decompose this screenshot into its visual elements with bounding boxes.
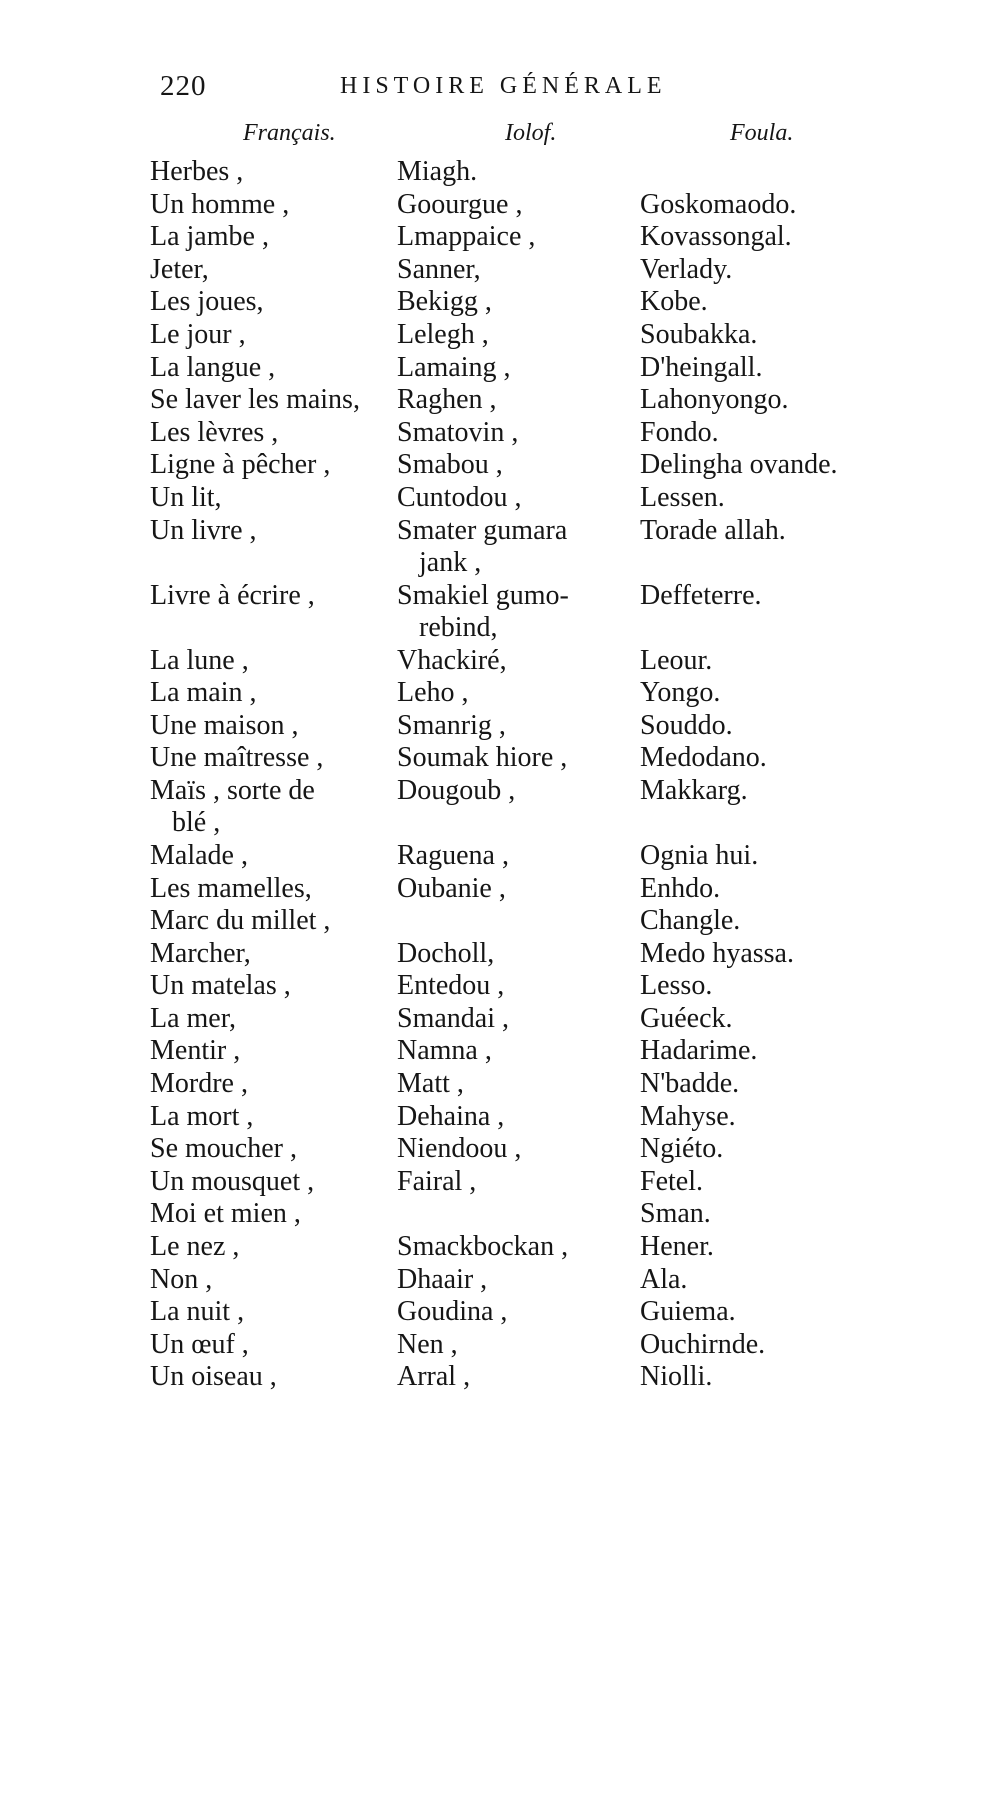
vocabulary-row bbox=[0, 1361, 1000, 1394]
french-term-line: Le jour , bbox=[150, 318, 246, 350]
column-header-foula: Foula. bbox=[730, 120, 794, 146]
iolof-term-line: Oubanie , bbox=[397, 872, 506, 904]
foula-term bbox=[640, 319, 757, 351]
foula-term bbox=[640, 515, 786, 547]
foula-term-line: Lessen. bbox=[640, 481, 725, 513]
foula-term-line: Guiema. bbox=[640, 1296, 736, 1328]
foula-term bbox=[640, 417, 719, 449]
iolof-term bbox=[397, 840, 509, 872]
foula-term bbox=[640, 482, 725, 514]
iolof-term bbox=[397, 1264, 487, 1296]
iolof-term bbox=[397, 1101, 504, 1133]
foula-term bbox=[640, 1035, 757, 1067]
foula-term bbox=[640, 1198, 711, 1230]
french-term-line: La main , bbox=[150, 677, 257, 709]
vocabulary-row bbox=[0, 417, 1000, 450]
iolof-term-line: Raghen , bbox=[397, 384, 497, 416]
vocabulary-row bbox=[0, 221, 1000, 254]
foula-term-line: Kovassongal. bbox=[640, 221, 792, 253]
french-term-line: Un lit, bbox=[150, 481, 222, 513]
iolof-term-line: Matt , bbox=[397, 1068, 464, 1100]
iolof-term-line: Goourgue , bbox=[397, 188, 523, 220]
foula-term bbox=[640, 221, 792, 253]
french-term bbox=[150, 254, 209, 286]
iolof-term bbox=[397, 775, 515, 807]
vocabulary-row bbox=[0, 580, 1000, 645]
french-term-line: Ligne à pêcher , bbox=[150, 449, 331, 481]
french-term bbox=[150, 515, 257, 547]
foula-term bbox=[640, 189, 796, 221]
vocabulary-row bbox=[0, 286, 1000, 319]
french-term-line: La langue , bbox=[150, 351, 276, 383]
foula-term-line: D'heingall. bbox=[640, 351, 763, 383]
french-term-line: Non , bbox=[150, 1263, 213, 1295]
page-header bbox=[160, 70, 720, 110]
french-term-line: Un homme , bbox=[150, 188, 290, 220]
vocabulary-row bbox=[0, 742, 1000, 775]
vocabulary-row bbox=[0, 482, 1000, 515]
foula-term-line: Torade allah. bbox=[640, 514, 786, 546]
iolof-term bbox=[397, 515, 567, 579]
french-term bbox=[150, 1264, 212, 1296]
foula-term-line: Lesso. bbox=[640, 970, 713, 1002]
column-headers bbox=[0, 120, 1000, 154]
iolof-term-line: Smandai , bbox=[397, 1002, 509, 1034]
foula-term bbox=[640, 1231, 714, 1263]
iolof-term-line: Entedou , bbox=[397, 970, 505, 1002]
french-term bbox=[150, 775, 315, 839]
vocabulary-row bbox=[0, 677, 1000, 710]
foula-term bbox=[640, 1264, 687, 1296]
iolof-term-line: Cuntodou , bbox=[397, 481, 522, 513]
french-term bbox=[150, 156, 243, 188]
french-term-line: Marc du millet , bbox=[150, 905, 331, 937]
vocabulary-row bbox=[0, 254, 1000, 287]
iolof-term bbox=[397, 352, 511, 384]
foula-term bbox=[640, 1296, 736, 1328]
foula-term-line: Ngiéto. bbox=[640, 1133, 724, 1165]
iolof-term-line: Lelegh , bbox=[397, 318, 489, 350]
foula-term-line: Medo hyassa. bbox=[640, 937, 794, 969]
iolof-term bbox=[397, 938, 494, 970]
foula-term bbox=[640, 1329, 765, 1361]
vocabulary-list bbox=[0, 156, 1000, 1394]
foula-term bbox=[640, 775, 748, 807]
vocabulary-row bbox=[0, 189, 1000, 222]
foula-term bbox=[640, 645, 712, 677]
french-term-line: Malade , bbox=[150, 839, 248, 871]
french-term bbox=[150, 938, 251, 970]
iolof-term bbox=[397, 189, 522, 221]
foula-term-line: Yongo. bbox=[640, 677, 721, 709]
french-term-line: Un matelas , bbox=[150, 970, 291, 1002]
iolof-term bbox=[397, 286, 492, 318]
iolof-term bbox=[397, 1361, 470, 1393]
iolof-term-line: Lmappaice , bbox=[397, 221, 536, 253]
iolof-term bbox=[397, 1166, 476, 1198]
vocabulary-row bbox=[0, 352, 1000, 385]
french-term bbox=[150, 417, 278, 449]
foula-term-line: Ouchirnde. bbox=[640, 1328, 766, 1360]
french-term bbox=[150, 1068, 248, 1100]
french-term-line: Mentir , bbox=[150, 1035, 241, 1067]
iolof-term-line: Namna , bbox=[397, 1035, 492, 1067]
french-term bbox=[150, 221, 269, 253]
iolof-term bbox=[397, 873, 506, 905]
french-term-line: Le nez , bbox=[150, 1231, 240, 1263]
iolof-term-line: Fairal , bbox=[397, 1165, 477, 1197]
vocabulary-row bbox=[0, 1101, 1000, 1134]
foula-term-line: Fondo. bbox=[640, 416, 719, 448]
french-term-line: Les lèvres , bbox=[150, 416, 279, 448]
vocabulary-row bbox=[0, 938, 1000, 971]
iolof-term bbox=[397, 580, 569, 644]
vocabulary-row bbox=[0, 873, 1000, 906]
vocabulary-row bbox=[0, 449, 1000, 482]
french-term bbox=[150, 1035, 240, 1067]
vocabulary-row bbox=[0, 1068, 1000, 1101]
vocabulary-row bbox=[0, 156, 1000, 189]
foula-term-line: Guéeck. bbox=[640, 1002, 733, 1034]
foula-term bbox=[640, 352, 762, 384]
french-term bbox=[150, 580, 315, 612]
french-term bbox=[150, 742, 323, 774]
vocabulary-row bbox=[0, 515, 1000, 580]
page-number: 220 bbox=[160, 70, 207, 102]
french-term-line: Se moucher , bbox=[150, 1133, 297, 1165]
iolof-term bbox=[397, 742, 567, 774]
iolof-term bbox=[397, 417, 518, 449]
french-term bbox=[150, 840, 248, 872]
french-term bbox=[150, 1133, 297, 1165]
foula-term bbox=[640, 580, 762, 612]
iolof-term-line: Dhaair , bbox=[397, 1263, 488, 1295]
vocabulary-row bbox=[0, 1296, 1000, 1329]
iolof-term bbox=[397, 645, 507, 677]
french-term-line: Une maison , bbox=[150, 709, 299, 741]
foula-term bbox=[640, 1003, 733, 1035]
vocabulary-row bbox=[0, 645, 1000, 678]
iolof-term bbox=[397, 254, 481, 286]
vocabulary-row bbox=[0, 970, 1000, 1003]
iolof-term-line: Smabou , bbox=[397, 449, 503, 481]
foula-term-line: Mahyse. bbox=[640, 1100, 736, 1132]
iolof-term bbox=[397, 482, 521, 514]
iolof-term bbox=[397, 384, 497, 416]
foula-term bbox=[640, 677, 720, 709]
iolof-term bbox=[397, 221, 535, 253]
french-term bbox=[150, 482, 222, 514]
iolof-term-line: Sanner, bbox=[397, 253, 481, 285]
iolof-term-line: Goudina , bbox=[397, 1296, 508, 1328]
iolof-term bbox=[397, 449, 503, 481]
vocabulary-row bbox=[0, 1003, 1000, 1036]
foula-term bbox=[640, 1068, 739, 1100]
iolof-term-line: Nen , bbox=[397, 1328, 458, 1360]
vocabulary-row bbox=[0, 1133, 1000, 1166]
french-term-line: Moi et mien , bbox=[150, 1198, 301, 1230]
vocabulary-row bbox=[0, 1231, 1000, 1264]
iolof-term bbox=[397, 1003, 509, 1035]
foula-term-line: Goskomaodo. bbox=[640, 188, 797, 220]
iolof-term-continuation: jank , bbox=[419, 546, 482, 578]
foula-term-line: Ala. bbox=[640, 1263, 688, 1295]
foula-term bbox=[640, 840, 758, 872]
vocabulary-row bbox=[0, 1264, 1000, 1297]
french-term-line: Un livre , bbox=[150, 514, 257, 546]
french-term-line: Les mamelles, bbox=[150, 872, 312, 904]
foula-term bbox=[640, 254, 732, 286]
french-term bbox=[150, 1361, 277, 1393]
foula-term-line: Niolli. bbox=[640, 1361, 713, 1393]
french-term-line: Marcher, bbox=[150, 937, 251, 969]
iolof-term-line: Arral , bbox=[397, 1361, 471, 1393]
french-term-continuation: blé , bbox=[172, 806, 221, 838]
french-term-line: Une maîtresse , bbox=[150, 742, 324, 774]
iolof-term bbox=[397, 156, 477, 188]
french-term bbox=[150, 970, 291, 1002]
french-term-line: La mort , bbox=[150, 1100, 254, 1132]
iolof-term-line: Bekigg , bbox=[397, 286, 492, 318]
iolof-term-line: Vhackiré, bbox=[397, 644, 507, 676]
vocabulary-row bbox=[0, 775, 1000, 840]
french-term-line: Mordre , bbox=[150, 1068, 248, 1100]
french-term bbox=[150, 1231, 239, 1263]
foula-term-line: N'badde. bbox=[640, 1068, 740, 1100]
foula-term-line: Fetel. bbox=[640, 1165, 703, 1197]
column-header-francais: Français. bbox=[243, 120, 336, 146]
iolof-term-line: Dehaina , bbox=[397, 1100, 505, 1132]
column-header-iolof: Iolof. bbox=[505, 120, 557, 146]
french-term-line: Livre à écrire , bbox=[150, 579, 315, 611]
foula-term-line: Lahonyongo. bbox=[640, 384, 789, 416]
iolof-term bbox=[397, 1329, 458, 1361]
vocabulary-row bbox=[0, 1166, 1000, 1199]
french-term bbox=[150, 645, 249, 677]
vocabulary-row bbox=[0, 905, 1000, 938]
foula-term-line: Soubakka. bbox=[640, 318, 758, 350]
french-term-line: Un oiseau , bbox=[150, 1361, 277, 1393]
iolof-term bbox=[397, 1231, 568, 1263]
iolof-term-line: Docholl, bbox=[397, 937, 495, 969]
french-term bbox=[150, 677, 257, 709]
iolof-term-line: Smatovin , bbox=[397, 416, 519, 448]
foula-term-line: Sman. bbox=[640, 1198, 711, 1230]
french-term bbox=[150, 1198, 301, 1230]
iolof-term-line: Smanrig , bbox=[397, 709, 506, 741]
french-term bbox=[150, 710, 299, 742]
foula-term bbox=[640, 1133, 723, 1165]
iolof-term-line: Lamaing , bbox=[397, 351, 511, 383]
french-term-line: La mer, bbox=[150, 1002, 236, 1034]
french-term-line: Maïs , sorte de bbox=[150, 774, 315, 806]
foula-term bbox=[640, 905, 740, 937]
foula-term bbox=[640, 1361, 712, 1393]
french-term bbox=[150, 352, 275, 384]
foula-term-line: Hadarime. bbox=[640, 1035, 758, 1067]
iolof-term bbox=[397, 710, 506, 742]
french-term-line: Jeter, bbox=[150, 253, 209, 285]
iolof-term-line: Raguena , bbox=[397, 839, 509, 871]
french-term-line: Un œuf , bbox=[150, 1328, 249, 1360]
french-term bbox=[150, 449, 330, 481]
foula-term-line: Hener. bbox=[640, 1231, 714, 1263]
iolof-term-line: Soumak hiore , bbox=[397, 742, 568, 774]
french-term-line: Herbes , bbox=[150, 156, 244, 187]
foula-term bbox=[640, 938, 794, 970]
foula-term-line: Enhdo. bbox=[640, 872, 721, 904]
foula-term bbox=[640, 742, 767, 774]
french-term bbox=[150, 1329, 249, 1361]
french-term bbox=[150, 873, 312, 905]
foula-term-line: Delingha ovande. bbox=[640, 449, 838, 481]
french-term bbox=[150, 189, 289, 221]
foula-term bbox=[640, 1101, 736, 1133]
french-term-line: La nuit , bbox=[150, 1296, 245, 1328]
foula-term bbox=[640, 873, 720, 905]
french-term-line: Un mousquet , bbox=[150, 1165, 315, 1197]
iolof-term bbox=[397, 677, 469, 709]
vocabulary-row bbox=[0, 1035, 1000, 1068]
foula-term bbox=[640, 1166, 703, 1198]
foula-term bbox=[640, 286, 708, 318]
iolof-term bbox=[397, 1035, 492, 1067]
french-term bbox=[150, 1003, 236, 1035]
iolof-term-line: Smakiel gumo- bbox=[397, 579, 569, 611]
french-term bbox=[150, 286, 264, 318]
iolof-term-continuation: Dougoub , bbox=[397, 774, 516, 806]
french-term-line: Se laver les mains, bbox=[150, 384, 360, 416]
iolof-term bbox=[397, 970, 504, 1002]
vocabulary-row bbox=[0, 384, 1000, 417]
foula-term bbox=[640, 449, 838, 481]
vocabulary-row bbox=[0, 710, 1000, 743]
iolof-term-continuation: rebind, bbox=[419, 611, 498, 643]
vocabulary-row bbox=[0, 840, 1000, 873]
french-term-line: La lune , bbox=[150, 644, 249, 676]
iolof-term-line: Smater gumara bbox=[397, 514, 568, 546]
foula-term-continuation: Makkarg. bbox=[640, 774, 748, 806]
french-term bbox=[150, 384, 360, 416]
french-term bbox=[150, 905, 330, 937]
foula-term-line: Kobe. bbox=[640, 286, 708, 318]
iolof-term bbox=[397, 1296, 507, 1328]
foula-term-line: Ognia hui. bbox=[640, 839, 759, 871]
iolof-term-line: Smackbockan , bbox=[397, 1231, 569, 1263]
iolof-term bbox=[397, 1133, 521, 1165]
french-term bbox=[150, 1296, 244, 1328]
iolof-term-line: Leho , bbox=[397, 677, 469, 709]
foula-term-line: Souddo. bbox=[640, 709, 733, 741]
foula-term-line: Verlady. bbox=[640, 253, 733, 285]
iolof-term-line: Niendoou , bbox=[397, 1133, 522, 1165]
running-title: HISTOIRE GÉNÉRALE bbox=[340, 73, 667, 99]
vocabulary-row bbox=[0, 1329, 1000, 1362]
vocabulary-row bbox=[0, 319, 1000, 352]
foula-term bbox=[640, 710, 733, 742]
iolof-term bbox=[397, 319, 489, 351]
iolof-term bbox=[397, 1068, 464, 1100]
foula-term-line: Leour. bbox=[640, 644, 713, 676]
foula-term-line: Deffeterre. bbox=[640, 579, 762, 611]
foula-term-line: Medodano. bbox=[640, 742, 767, 774]
french-term bbox=[150, 1101, 253, 1133]
foula-term bbox=[640, 384, 789, 416]
vocabulary-row bbox=[0, 1198, 1000, 1231]
french-term-line: Les joues, bbox=[150, 286, 264, 318]
iolof-term-line: Miagh. bbox=[397, 156, 478, 187]
french-term bbox=[150, 319, 246, 351]
french-term-line: La jambe , bbox=[150, 221, 269, 253]
foula-term-line: Changle. bbox=[640, 905, 741, 937]
foula-term bbox=[640, 970, 712, 1002]
french-term bbox=[150, 1166, 314, 1198]
